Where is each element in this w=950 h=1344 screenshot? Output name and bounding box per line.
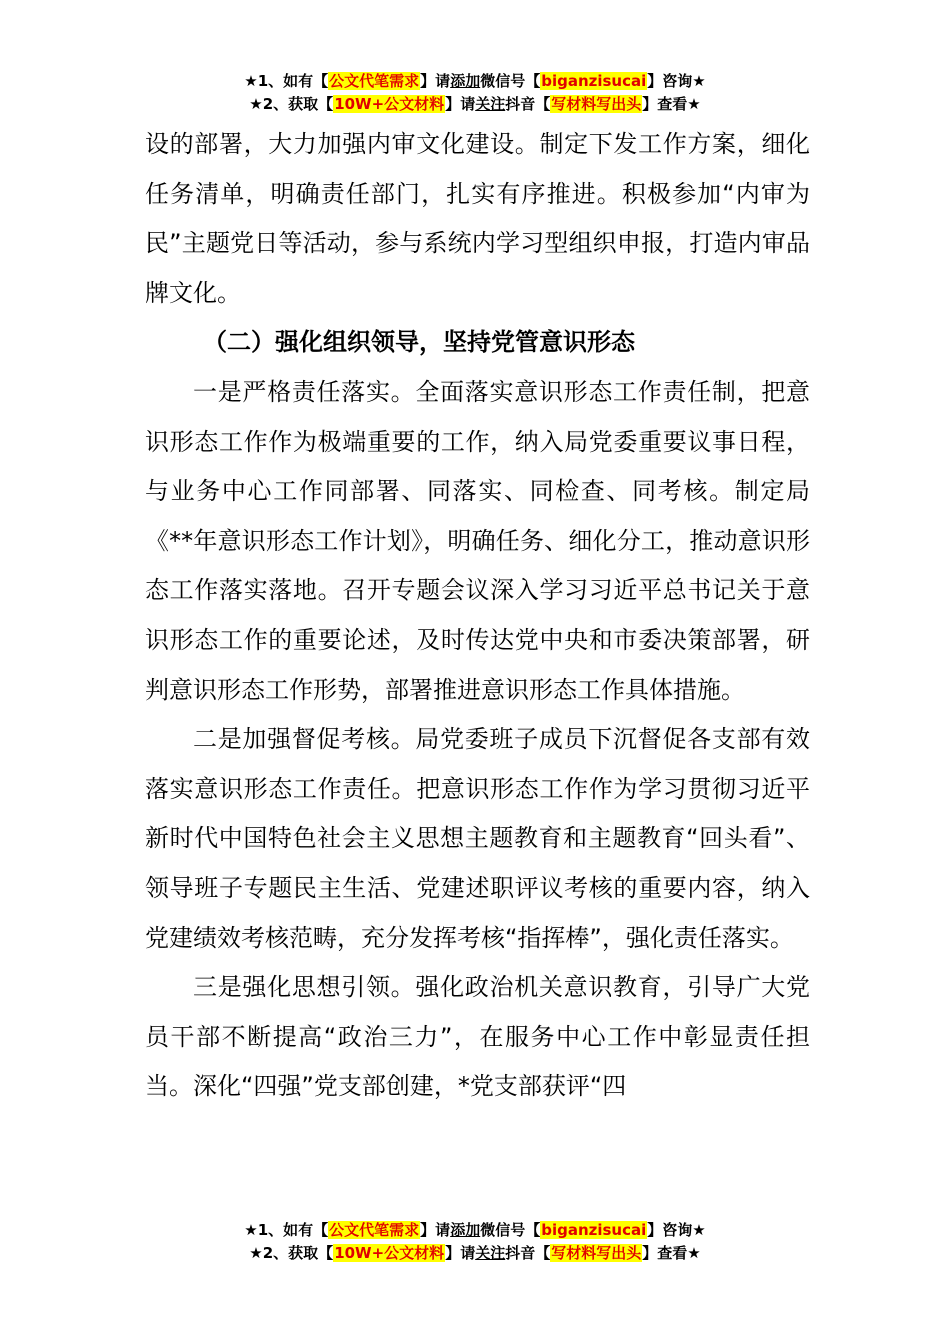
banner-line-2 (0, 1242, 950, 1265)
highlight-ghostwriting: 公文代笔需求 (329, 1221, 420, 1239)
banner-text: ★2、获取【 (249, 1244, 334, 1262)
banner-line-2 (0, 93, 950, 116)
paragraph-guidance: 三是强化思想引领。强化政治机关意识教育，引导广大党员干部不断提高“政治三力”，在服务中心工作中彰显责任担当。深化“四强”党支部创建，*党支部获评“四 (145, 973, 810, 1101)
banner-text: 】请 (420, 1221, 451, 1239)
banner-text: 】查看★ (642, 95, 701, 113)
banner-underline-text: 添加 (450, 1221, 481, 1239)
highlight-ghostwriting: 公文代笔需求 (329, 72, 420, 90)
highlight-douyin-account: 写材料写出头 (551, 1244, 642, 1262)
banner-line-1 (0, 1219, 950, 1242)
banner-underline-text: 添加 (450, 72, 481, 90)
paragraph-supervision: 二是加强督促考核。局党委班子成员下沉督促各支部有效落实意识形态工作责任。把意识形态工作作为学习贯彻习近平新时代中国特色社会主义思想主题教育和主题教育“回头看”、领导班子专题民主生活、党建述职评议考核的重要内容，纳入党建绩效考核范畴，充分发挥考核“指挥棒”，强化责任落实。 (145, 725, 810, 952)
section-heading: （二）强化组织领导，坚持党管意识形态 (203, 328, 635, 357)
highlight-materials: 10W+公文材料 (334, 1244, 445, 1262)
banner-line-1 (0, 70, 950, 93)
banner-text: 】请 (445, 1244, 476, 1262)
banner-text: 】请 (445, 95, 476, 113)
banner-text: 】查看★ (642, 1244, 701, 1262)
banner-underline-text: 关注 (475, 95, 506, 113)
banner-text: 】咨询★ (647, 72, 706, 90)
document-body (145, 120, 810, 1112)
highlight-materials: 10W+公文材料 (334, 95, 445, 113)
paragraph-responsibility: 一是严格责任落实。全面落实意识形态工作责任制，把意识形态工作作为极端重要的工作，纳入局党委重要议事日程，与业务中心工作同部署、同落实、同检查、同考核。制定局《**年意识形态工作计划》，明确任务、细化分工，推动意识形态工作落实落地。召开专题会议深入学习习近平总书记关于意识形态工作的重要论述，及时传达党中央和市委决策部署，研判意识形态工作形势，部署推进意识形态工作具体措施。 (145, 377, 810, 704)
highlight-douyin-account: 写材料写出头 (551, 95, 642, 113)
banner-text: ★2、获取【 (249, 95, 334, 113)
banner-text: 抖音【 (505, 95, 551, 113)
banner-text: 】请 (420, 72, 451, 90)
footer-banner (0, 1219, 950, 1265)
header-banner (0, 70, 950, 116)
highlight-wechat-id: biganzisucai (541, 1221, 647, 1239)
banner-text: ★1、如有【 (244, 72, 329, 90)
banner-text: 微信号【 (480, 72, 541, 90)
paragraph-continued: 设的部署，大力加强内审文化建设。制定下发工作方案，细化任务清单，明确责任部门，扎实有序推进。积极参加“内审为民”主题党日等活动，参与系统内学习型组织申报，打造内审品牌文化。 (145, 130, 810, 307)
banner-text: 】咨询★ (647, 1221, 706, 1239)
highlight-wechat-id: biganzisucai (541, 72, 647, 90)
banner-underline-text: 关注 (475, 1244, 506, 1262)
banner-text: 微信号【 (480, 1221, 541, 1239)
banner-text: ★1、如有【 (244, 1221, 329, 1239)
banner-text: 抖音【 (505, 1244, 551, 1262)
